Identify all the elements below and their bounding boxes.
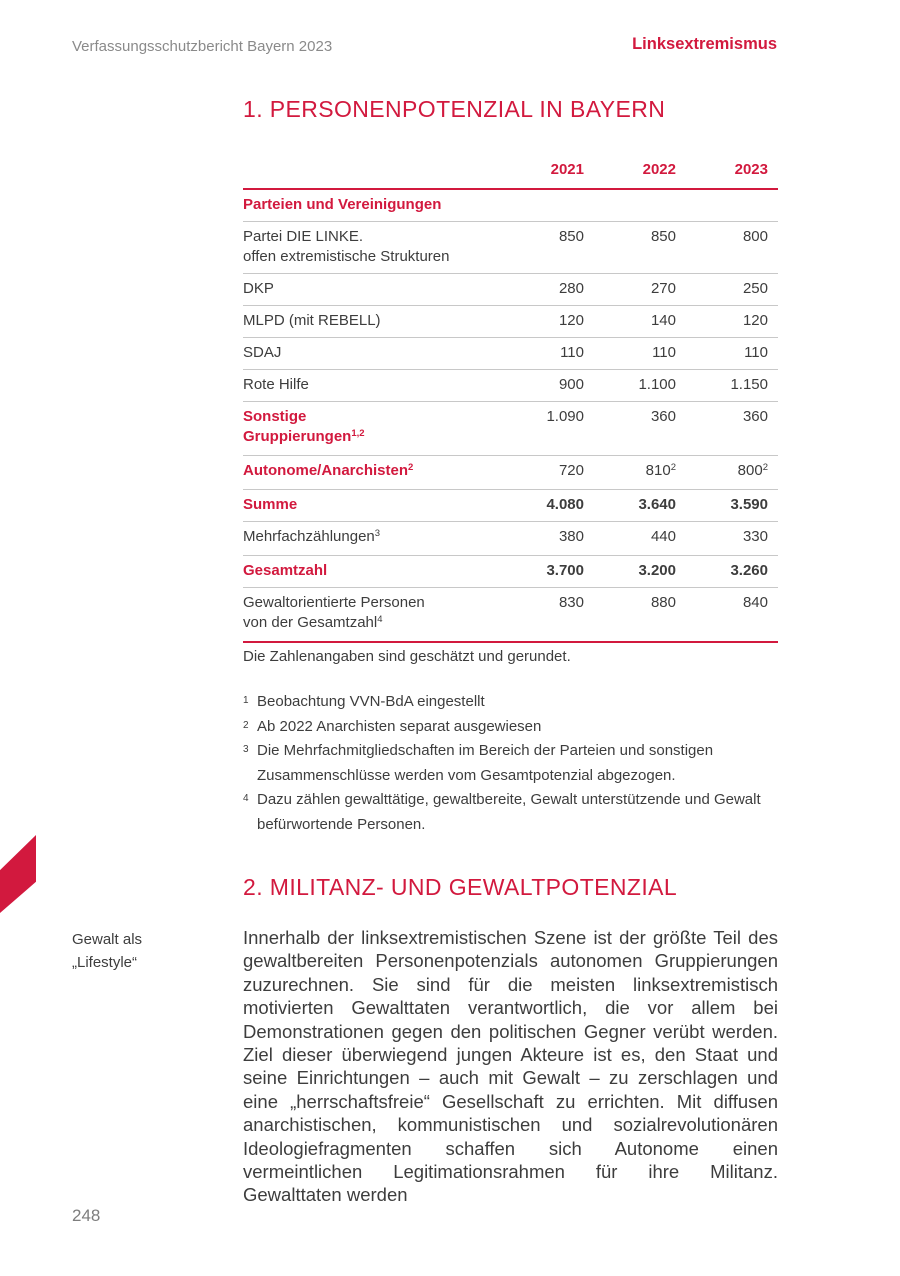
row-value: 440 (650, 528, 676, 545)
row-label: Gewaltorientierte Personen von der Gesamtzahl$^4$ (243, 594, 425, 631)
table-row (243, 306, 778, 338)
row-label: SDAJ (243, 344, 282, 361)
footnote: $^2$ Ab 2022 Anarchisten separat ausgewiesen (243, 717, 542, 735)
empty-header-cell (243, 160, 492, 180)
footnotes (243, 690, 778, 837)
year-header: 2022 (642, 161, 676, 178)
row-label: Partei DIE LINKE. offen extremistische Strukturen (243, 228, 450, 265)
row-value: 720 (558, 462, 584, 479)
margin-note-line: Gewalt als (72, 931, 143, 948)
table-section-row (243, 190, 778, 222)
footnote: $^1$ Beobachtung VVN-BdA eingestellt (243, 693, 485, 710)
row-label: MLPD (mit REBELL) (243, 312, 381, 329)
row-value: 270 (650, 280, 676, 297)
row-label: DKP (243, 280, 274, 297)
row-label: Rote Hilfe (243, 376, 309, 393)
row-value: $800^2$ (737, 462, 768, 479)
table-row-gesamtzahl (243, 556, 778, 588)
section1-title: 1. PERSONENPOTENZIAL IN BAYERN (243, 96, 666, 122)
table-row-summe (243, 490, 778, 522)
row-value: 1.150 (730, 376, 768, 393)
row-value: 140 (650, 312, 676, 329)
page-number: 248 (72, 1206, 101, 1225)
row-label: Gesamtzahl (243, 562, 328, 579)
row-value: 3.700 (546, 562, 584, 579)
row-value: 850 (650, 228, 676, 245)
table-row (243, 402, 778, 456)
table-row (243, 338, 778, 370)
table-row (243, 370, 778, 402)
row-value: 880 (650, 594, 676, 611)
row-value: 840 (742, 594, 768, 611)
row-value: 1.090 (546, 408, 584, 425)
row-value: 330 (742, 528, 768, 545)
row-label: Mehrfachzählungen$^3$ (243, 528, 381, 545)
table-section-label: Parteien und Vereinigungen (243, 196, 442, 213)
section2-paragraph: Innerhalb der linksextremistischen Szene ist der größte Teil des gewaltbereiten Personenpotenzials autonomen Gruppierungen zuzurechnen. Sie sind für die meisten linksextremistisch motivierten Gewalttaten verantwortlich, die vor allem bei Demonstrationen gegen den politischen Gegner verübt werden. Ziel dieser überwiegend jungen Akteure ist es, den Staat und seine Einrichtungen – auch mit Gewalt – zu zerschlagen und eine „herrschaftsfreie“ Gesellschaft zu errichten. Mit diffusen anarchistischen, kommunistischen und sozialrevolutionären Ideologiefragmenten schaffen sich Autonome einen vermeintlichen Legitimationsrahmen für ihre Militanz. Gewalttaten werden (243, 927, 778, 1206)
row-label: Autonome/Anarchisten$^2$ (243, 462, 414, 479)
margin-note-line: „Lifestyle“ (72, 954, 138, 971)
margin-note (72, 928, 142, 974)
row-label: Summe (243, 496, 298, 513)
row-value: 280 (558, 280, 584, 297)
row-value: 360 (742, 408, 768, 425)
row-value: 250 (742, 280, 768, 297)
row-value: 800 (742, 228, 768, 245)
row-value: 4.080 (546, 496, 584, 513)
row-value: $810^2$ (645, 462, 676, 479)
row-value: 3.200 (638, 562, 676, 579)
table-row (243, 222, 778, 274)
row-value: 900 (558, 376, 584, 393)
row-value: 110 (744, 344, 768, 361)
personenpotenzial-table (243, 156, 778, 643)
row-label: Sonstige Gruppierungen$^{1,2}$ (243, 408, 365, 445)
row-value: 120 (742, 312, 768, 329)
row-value: 110 (652, 344, 676, 361)
row-value: 830 (558, 594, 584, 611)
row-value: 3.260 (730, 562, 768, 579)
table-row (243, 522, 778, 556)
row-value: 380 (558, 528, 584, 545)
row-value: 360 (650, 408, 676, 425)
chapter-header: Linksextremismus (632, 35, 777, 53)
row-value: 120 (558, 312, 584, 329)
footnote: $^4$ Dazu zählen gewalttätige, gewaltbereite, Gewalt unterstützende und Gewalt befürwortende Personen. (243, 791, 761, 833)
table-header-row (243, 156, 778, 190)
row-value: 1.100 (638, 376, 676, 393)
table-row (243, 456, 778, 490)
red-corner-flag-decoration (0, 835, 36, 913)
year-header: 2023 (734, 161, 768, 178)
section2-title: 2. MILITANZ- UND GEWALTPOTENZIAL (243, 874, 678, 900)
row-value: 3.590 (730, 496, 768, 513)
table-note: Die Zahlenangaben sind geschätzt und gerundet. (243, 648, 571, 665)
row-value: 850 (558, 228, 584, 245)
table-row (243, 274, 778, 306)
table-row (243, 588, 778, 643)
row-value: 3.640 (638, 496, 676, 513)
footnote: $^3$ Die Mehrfachmitgliedschaften im Bereich der Parteien und sonstigen Zusammenschlüsse werden vom Gesamtpotenzial abgezogen. (243, 742, 714, 784)
year-header: 2021 (550, 161, 584, 178)
report-title-header: Verfassungsschutzbericht Bayern 2023 (72, 38, 333, 55)
row-value: 110 (560, 344, 584, 361)
